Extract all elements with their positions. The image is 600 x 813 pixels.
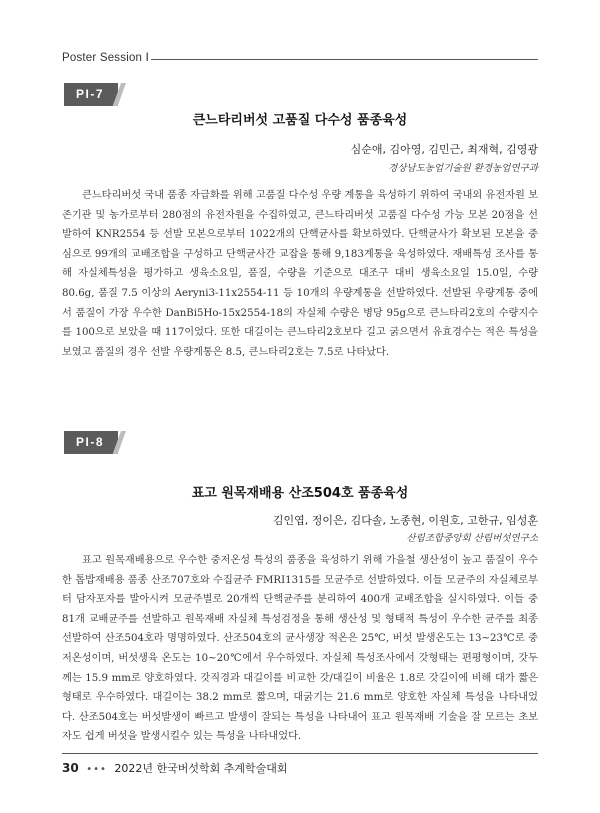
- footer-rule: [62, 753, 538, 754]
- page-footer: [62, 760, 288, 776]
- section-title: 표고 원목재배용 산조504호 품종육성: [191, 486, 409, 501]
- session-label: Poster Session Ⅰ: [62, 52, 150, 64]
- author-list: 심순애, 김아영, 김민근, 최재혁, 김영광: [350, 143, 538, 156]
- header-rule: [151, 59, 538, 60]
- author-list: 김인엽, 정이은, 김다솔, 노종현, 이원호, 고한규, 임성훈: [272, 514, 538, 527]
- badge-label: PI-8: [75, 435, 104, 449]
- footer-dots: •••: [86, 764, 107, 775]
- affiliation: 산림조합중앙회 산림버섯연구소: [406, 533, 538, 544]
- affiliation: 경상남도농업기술원 환경농업연구과: [388, 163, 538, 174]
- poster-badge-pi8: [64, 431, 128, 454]
- page-number: 30: [62, 761, 79, 775]
- badge-label: PI-7: [75, 87, 104, 101]
- abstract-text: 표고 원목재배용으로 우수한 중저온성 특성의 품종을 육성하기 위해 가을철 생산성이 높고 품질이 우수한 톱밥재배용 품종 산조707호와 수집균주 FMRI1315를 모균주로 선발하였다. 이들 모균주의 자실체로부터 담자포자를 발아시켜 모균주별로 20개씩 단핵균주를 분리하여 400개 교배조합을 실시하였다. 이들 중 81개 교배균주를 선발하고 원목재배 자실체 특성검정을 통해 생산성 및 형태적 특성이 우수한 균주를 최종 선발하여 산조504호라 명명하였다. 산조504호의 균사생장 적온은 25℃, 버섯 발생온도는 13~23℃로 중저온성이며, 버섯생육 온도는 10~20℃에서 우수하였다. 자실체 특성조사에서 갓형태는 편평형이며, 갓두께는 15.9 mm로 양호하였다. 갓직경과 대길이를 비교한 갓/대길이 비율은 1.8로 갓길이에 비해 대가 짧은 형태로 우수하였다. 대길이는 38.2 mm로 짧으며, 대굵기는 21.6 mm로 양호한 자실체 특성을 나타내었다. 산조504호는 버섯발생이 빠르고 발생이 잘되는 특성을 나타내어 표고 원목재배 기술을 잘 모르는 초보자도 쉽게 버섯을 발생시킬수 있는 특성을 나타내었다.: [62, 555, 538, 743]
- event-name: 2022년 한국버섯학회 추계학술대회: [114, 762, 288, 775]
- abstract-text: 큰느타리버섯 국내 품종 자급화를 위해 고품질 다수성 우량 계통을 육성하기 위하여 국내외 유전자원 보존기관 및 농가로부터 280점의 유전자원을 수집하였고, 큰느타리버섯 고품질 다수성 가능 모본 20점을 선발하여 KNR2554 등 선발 모본으로부터 1022개의 단핵균사를 확보하였다. 단핵균사가 확보된 모본을 중심으로 99개의 교배조합을 구성하고 단핵균사간 교잡을 통해 9,183계통을 육성하였다. 재배특성 조사를 통해 자실체특성을 평가하고 생육소요일, 품질, 수량을 기준으로 대조구 대비 생육소요일 15.0일, 수량 80.6g, 품질 7.5 이상의 Aeryni3-11x2554-11 등 10개의 우량계통을 선발하였다. 선발된 우량계통 중에서 품질이 가장 우수한 DanBi5Ho-15x2554-18의 자실체 수량은 병당 95g으로 큰느타리2호의 수량지수를 100으로 보았을 때 117이었다. 또한 대길이는 큰느타리2호보다 길고 굵으면서 유효경수는 적은 특성을 보였고 품질의 경우 선발 우량계통은 8.5, 큰느타리2호는 7.5로 나타났다.: [62, 190, 538, 358]
- section-title: 큰느타리버섯 고품질 다수성 품종육성: [192, 113, 408, 128]
- poster-badge-pi7: [64, 83, 128, 106]
